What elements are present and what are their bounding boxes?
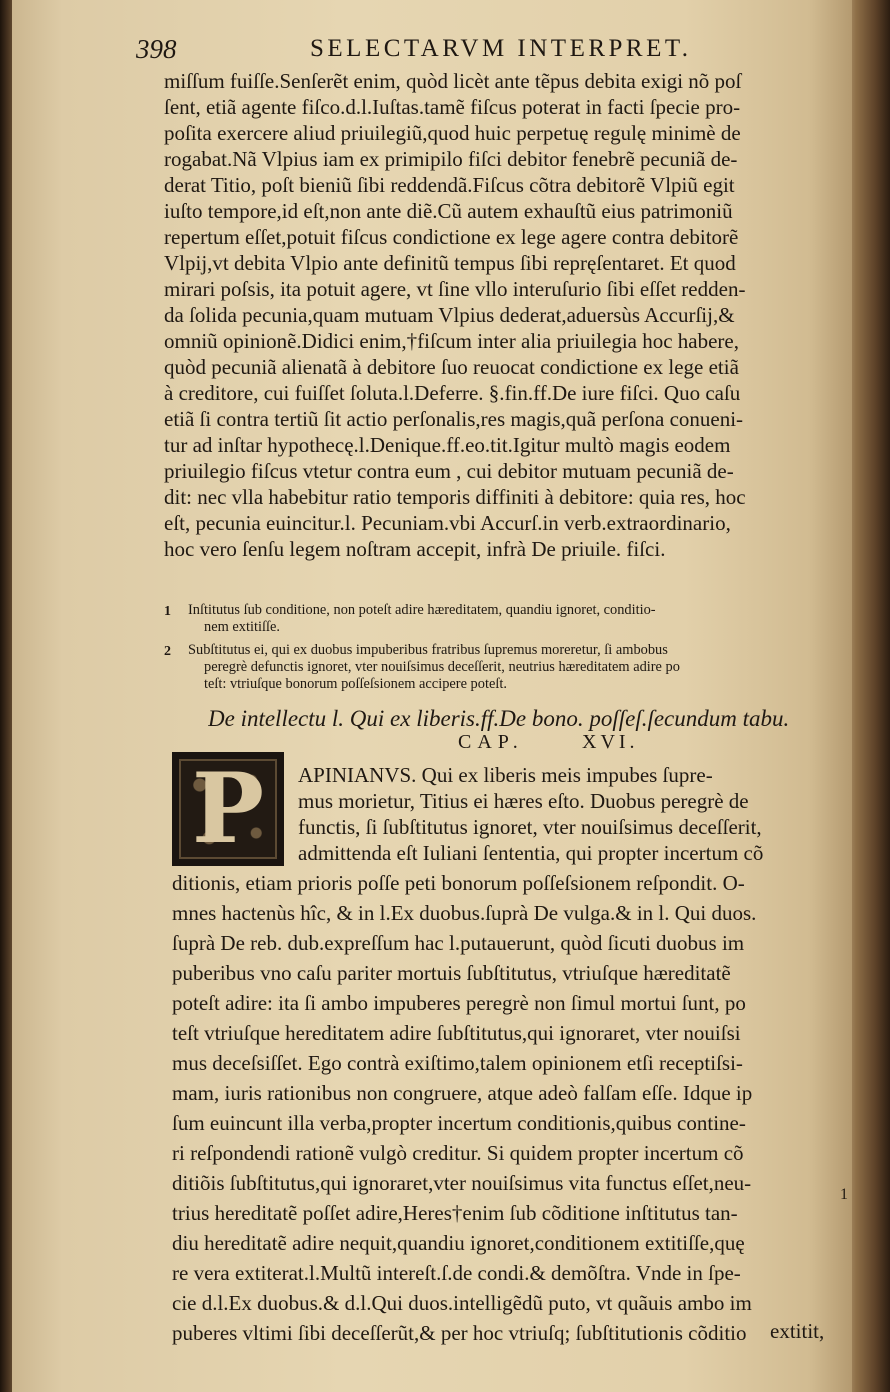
text-line: ri reſpondendi rationẽ vulgò creditur. Si quidem propter incertum cõ xyxy=(172,1141,744,1165)
text-line: puberibus vno caſu pariter mortuis ſubſtitutus, vtriuſque hæreditatẽ xyxy=(172,961,731,985)
catchword: extitit, xyxy=(770,1319,825,1343)
text-line: APINIANVS. Qui ex liberis meis impubes ſupre- xyxy=(298,763,713,787)
text-line: mam, iuris rationibus non congruere, atque adeò falſam eſſe. Idque ip xyxy=(172,1081,753,1105)
footnote-mark: 1 xyxy=(164,604,171,619)
text-line: rogabat.Nã Vlpius iam ex primipilo fiſci debitor fenebrẽ pecuniã de- xyxy=(164,147,738,171)
footnote-line: peregrè defunctis ignoret, vter nouiſsimus deceſſerit, neutrius hæreditatem adire po xyxy=(204,659,680,675)
text-line: re vera extiterat.l.Multũ intereſt.ſ.de condi.& demõſtra. Vnde in ſpe- xyxy=(172,1261,741,1285)
text-line: functis, ſi ſubſtitutus ignoret, vter nouiſsimus deceſſerit, xyxy=(298,815,762,839)
text-line: mirari poſsis, ita potuit agere, vt ſine vllo interuſurio ſibi eſſet redden- xyxy=(164,277,746,301)
text-line: ditionis, etiam prioris poſſe peti bonorum poſſeſsionem reſpondit. O- xyxy=(172,871,745,895)
text-line: ſent, etiã agente fiſco.d.l.Iuſtas.tamẽ fiſcus poterat in facti ſpecie pro- xyxy=(164,95,741,119)
chapter-heading: De intellectu l. Qui ex liberis.ff.De bono. poſſeſ.ſecundum tabu. xyxy=(208,706,790,731)
text-line: da ſolida pecunia,quam mutuam Vlpius dederat,aduersùs Accurſij,& xyxy=(164,303,735,327)
text-line: diu hereditatẽ adire nequit,quandiu ignoret,conditionem extitiſſe,quę xyxy=(172,1231,745,1255)
text-line: teſt vtriuſque hereditatem adire ſubſtitutus,qui ignoraret, vter nouiſsi xyxy=(172,1021,741,1045)
footnote-line: Subſtitutus ei, qui ex duobus impuberibus fratribus ſupremus moreretur, ſi ambobus xyxy=(188,642,668,658)
text-line: poſita exercere aliud priuilegiũ,quod huic perpetuę regulę minimè de xyxy=(164,121,741,145)
text-line: ſuprà De reb. dub.expreſſum hac l.putauerunt, quòd ſicuti duobus im xyxy=(172,931,745,955)
text-line: quòd pecuniã alienatã à debitore ſuo reuocat condictione ex lege etiã xyxy=(164,355,739,379)
text-line: puberes vltimi ſibi deceſſerũt,& per hoc vtriuſq; ſubſtitutionis cõditio xyxy=(172,1321,747,1345)
running-title: SELECTARVM INTERPRET. xyxy=(310,35,692,62)
text-line: poteſt adire: ita ſi ambo impuberes peregrè non ſimul mortui ſunt, po xyxy=(172,991,746,1015)
text-line: omniũ opinionẽ.Didici enim,†fiſcum inter alia priuilegia hoc habere, xyxy=(164,329,739,353)
chapter-label: CAP. xyxy=(458,731,524,753)
margin-note: 1 xyxy=(840,1186,848,1203)
text-line: ſum euincunt illa verba,propter incertum conditionis,quibus contine- xyxy=(172,1111,746,1135)
text-line: admittenda eſt Iuliani ſententia, qui propter incertum cõ xyxy=(298,841,764,865)
text-line: tur ad inſtar hypothecę.l.Denique.ff.eo.tit.Igitur multò magis eodem xyxy=(164,433,731,457)
text-line: hoc vero ſenſu legem noſtram accepit, infrà De priuile. fiſci. xyxy=(164,537,666,561)
footnote-line: nem extitiſſe. xyxy=(204,619,280,635)
text-line: repertum eſſet,potuit fiſcus condictione ex lege agere contra debitorẽ xyxy=(164,225,739,249)
text-line: cie d.l.Ex duobus.& d.l.Qui duos.intelligẽdũ puto, vt quãuis ambo im xyxy=(172,1291,752,1315)
footnote-line: teſt: vtriuſque bonorum poſſeſsionem accipere poteſt. xyxy=(204,676,507,692)
text-line: à creditore, cui fuiſſet ſoluta.l.Deferre. §.fin.ff.De iure fiſci. Quo caſu xyxy=(164,381,741,405)
initial-letter: P xyxy=(191,752,265,865)
text-line: priuilegio fiſcus vtetur contra eum , cui debitor mutuam pecuniã de- xyxy=(164,459,734,483)
text-line: mus morietur, Titius ei hæres eſto. Duobus peregrè de xyxy=(298,789,749,813)
running-head xyxy=(12,32,852,66)
text-line: miſſum fuiſſe.Senſerẽt enim, quòd licèt ante tẽpus debita exigi nõ poſ xyxy=(164,69,742,93)
text-line: trius hereditatẽ poſſet adire,Heres†enim ſub cõditione inſtitutus tan- xyxy=(172,1201,738,1225)
text-line: derat Titio, poſt bieniũ ſibi reddendã.Fiſcus cõtra debitorẽ Vlpiũ egit xyxy=(164,173,735,197)
text-line: mnes hactenùs hîc, & in l.Ex duobus.ſuprà De vulga.& in l. Qui duos. xyxy=(172,901,757,925)
text-line: mus deceſsiſſet. Ego contrà exiſtimo,talem opinionem etſi receptiſsi- xyxy=(172,1051,743,1075)
footnote-line: Inſtitutus ſub conditione, non poteſt adire hæreditatem, quandiu ignoret, conditio- xyxy=(188,602,656,618)
book-page xyxy=(12,0,852,1392)
footnote-mark: 2 xyxy=(164,644,171,659)
text-line: etiã ſi contra tertiũ ſit actio perſonalis,res magis,quã perſona conueni- xyxy=(164,407,744,431)
text-line: dit: nec vlla habebitur ratio temporis diffiniti à debitore: quia res, hoc xyxy=(164,485,746,509)
text-line: iuſto tempore,id eſt,non ante diẽ.Cũ autem exhauſtũ eius patrimoniũ xyxy=(164,199,733,223)
text-line: ditiõis ſubſtitutus,qui ignoraret,vter nouiſsimus vita functus eſſet,neu- xyxy=(172,1171,752,1195)
page-number: 398 xyxy=(136,34,177,64)
text-line: eſt, pecunia euincitur.l. Pecuniam.vbi Accurſ.in verb.extraordinario, xyxy=(164,511,731,535)
decorated-initial xyxy=(172,752,284,866)
chapter-number: XVI. xyxy=(582,731,639,753)
text-line: Vlpij,vt debita Vlpio ante definitũ tempus ſibi repręſentaret. Et quod xyxy=(164,251,736,275)
